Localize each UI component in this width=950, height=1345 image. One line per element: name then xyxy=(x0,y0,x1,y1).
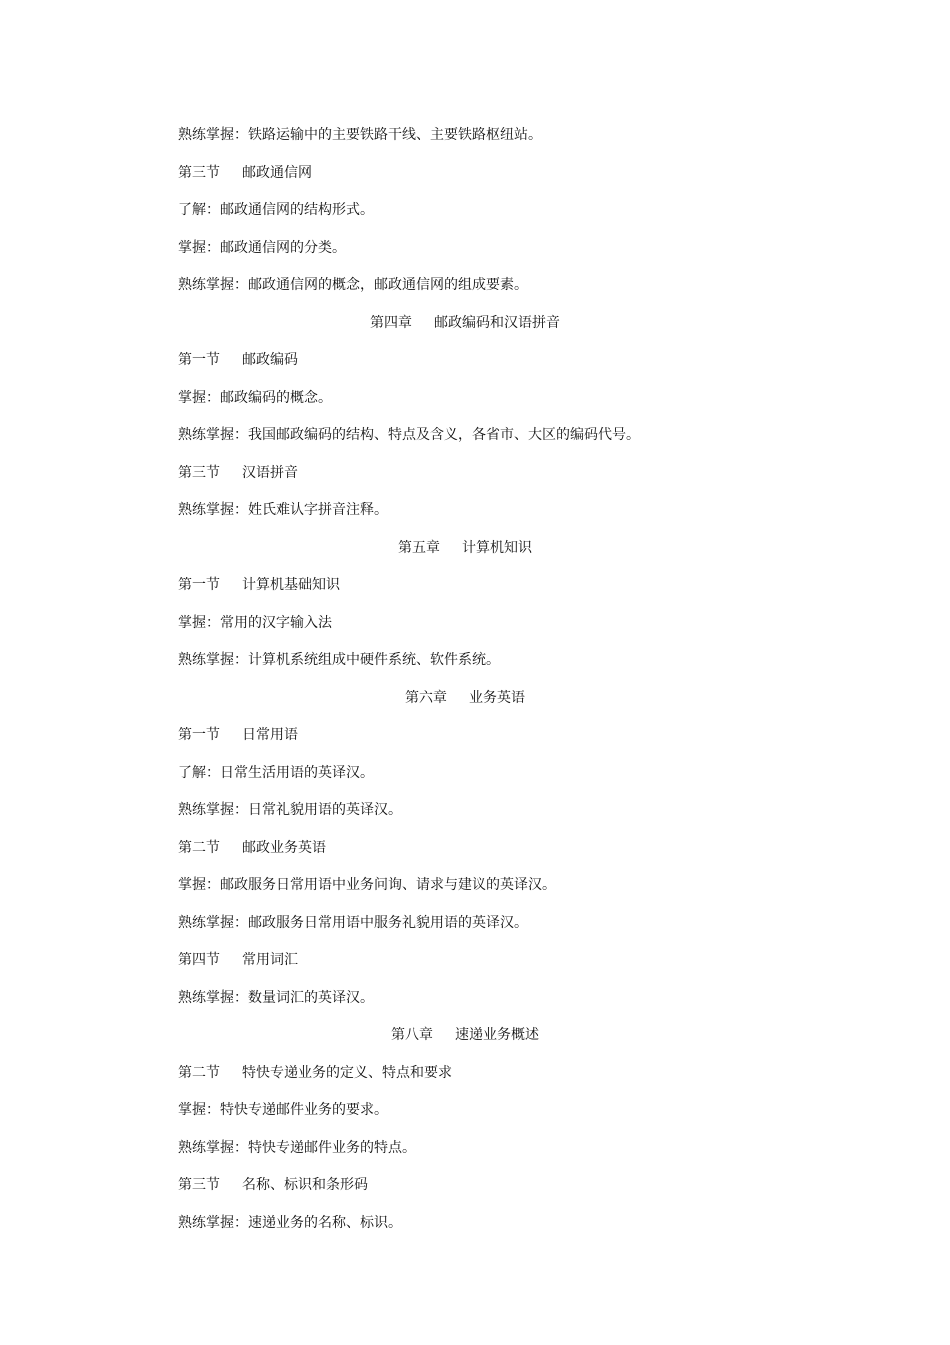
chapter-heading xyxy=(0,1024,930,1046)
requirement-item xyxy=(178,499,778,521)
chapter-title: 速递业务概述 xyxy=(455,1027,539,1043)
requirement-level: 熟练掌握： xyxy=(178,990,248,1006)
requirement-level: 掌握： xyxy=(178,615,220,631)
requirement-level: 掌握： xyxy=(178,240,220,256)
requirement-level: 熟练掌握： xyxy=(178,1140,248,1156)
requirement-text: 邮政编码的概念。 xyxy=(220,390,332,406)
chapter-title: 计算机知识 xyxy=(462,540,532,556)
requirement-text: 常用的汉字输入法 xyxy=(220,615,332,631)
section-heading xyxy=(178,1062,778,1084)
requirement-item xyxy=(178,799,778,821)
section-title: 特快专递业务的定义、特点和要求 xyxy=(242,1065,452,1081)
requirement-item xyxy=(178,237,778,259)
requirement-level: 熟练掌握： xyxy=(178,127,248,143)
section-title: 计算机基础知识 xyxy=(242,577,340,593)
requirement-level: 掌握： xyxy=(178,1102,220,1118)
requirement-item xyxy=(178,649,778,671)
requirement-text: 邮政通信网的结构形式。 xyxy=(220,202,374,218)
requirement-level: 熟练掌握： xyxy=(178,277,248,293)
requirement-item xyxy=(178,199,778,221)
requirement-text: 邮政通信网的概念，邮政通信网的组成要素。 xyxy=(248,277,528,293)
chapter-number: 第五章 xyxy=(398,540,440,556)
requirement-item xyxy=(178,762,778,784)
requirement-item xyxy=(178,1137,778,1159)
requirement-level: 熟练掌握： xyxy=(178,427,248,443)
chapter-title: 邮政编码和汉语拼音 xyxy=(434,315,560,331)
requirement-text: 计算机系统组成中硬件系统、软件系统。 xyxy=(248,652,500,668)
requirement-text: 邮政通信网的分类。 xyxy=(220,240,346,256)
requirement-item xyxy=(178,874,778,896)
section-heading xyxy=(178,462,778,484)
section-number: 第二节 xyxy=(178,1065,220,1081)
requirement-text: 日常礼貌用语的英译汉。 xyxy=(248,802,402,818)
requirement-item xyxy=(178,1212,778,1234)
requirement-text: 姓氏难认字拼音注释。 xyxy=(248,502,388,518)
requirement-text: 速递业务的名称、标识。 xyxy=(248,1215,402,1231)
section-number: 第四节 xyxy=(178,952,220,968)
section-heading xyxy=(178,1174,778,1196)
requirement-level: 了解： xyxy=(178,765,220,781)
requirement-item xyxy=(178,987,778,1009)
section-number: 第一节 xyxy=(178,577,220,593)
requirement-level: 熟练掌握： xyxy=(178,802,248,818)
section-heading xyxy=(178,162,778,184)
requirement-item xyxy=(178,1099,778,1121)
requirement-text: 铁路运输中的主要铁路干线、主要铁路枢纽站。 xyxy=(248,127,542,143)
requirement-level: 熟练掌握： xyxy=(178,652,248,668)
requirement-text: 特快专递邮件业务的特点。 xyxy=(248,1140,416,1156)
chapter-number: 第四章 xyxy=(370,315,412,331)
requirement-item xyxy=(178,912,778,934)
section-heading xyxy=(178,349,778,371)
chapter-number: 第六章 xyxy=(405,690,447,706)
section-title: 名称、标识和条形码 xyxy=(242,1177,368,1193)
chapter-heading xyxy=(0,312,930,334)
requirement-item xyxy=(178,612,778,634)
chapter-heading xyxy=(0,687,930,709)
requirement-item xyxy=(178,387,778,409)
section-title: 日常用语 xyxy=(242,727,298,743)
requirement-level: 熟练掌握： xyxy=(178,502,248,518)
requirement-text: 我国邮政编码的结构、特点及含义，各省市、大区的编码代号。 xyxy=(248,427,640,443)
requirement-text: 日常生活用语的英译汉。 xyxy=(220,765,374,781)
section-number: 第二节 xyxy=(178,840,220,856)
section-number: 第三节 xyxy=(178,1177,220,1193)
section-number: 第三节 xyxy=(178,465,220,481)
section-title: 常用词汇 xyxy=(242,952,298,968)
requirement-level: 了解： xyxy=(178,202,220,218)
section-title: 邮政通信网 xyxy=(242,165,312,181)
requirement-text: 特快专递邮件业务的要求。 xyxy=(220,1102,388,1118)
requirement-text: 邮政服务日常用语中服务礼貌用语的英译汉。 xyxy=(248,915,528,931)
requirement-text: 数量词汇的英译汉。 xyxy=(248,990,374,1006)
requirement-level: 熟练掌握： xyxy=(178,915,248,931)
requirement-level: 熟练掌握： xyxy=(178,1215,248,1231)
section-number: 第一节 xyxy=(178,727,220,743)
chapter-title: 业务英语 xyxy=(469,690,525,706)
section-title: 邮政业务英语 xyxy=(242,840,326,856)
chapter-number: 第八章 xyxy=(391,1027,433,1043)
requirement-item xyxy=(178,274,778,296)
section-heading xyxy=(178,724,778,746)
requirement-level: 掌握： xyxy=(178,877,220,893)
section-heading xyxy=(178,574,778,596)
requirement-item xyxy=(178,424,778,446)
section-number: 第一节 xyxy=(178,352,220,368)
section-title: 汉语拼音 xyxy=(242,465,298,481)
requirement-item xyxy=(178,124,778,146)
section-heading xyxy=(178,949,778,971)
section-heading xyxy=(178,837,778,859)
section-number: 第三节 xyxy=(178,165,220,181)
chapter-heading xyxy=(0,537,930,559)
section-title: 邮政编码 xyxy=(242,352,298,368)
requirement-level: 掌握： xyxy=(178,390,220,406)
requirement-text: 邮政服务日常用语中业务问询、请求与建议的英译汉。 xyxy=(220,877,556,893)
